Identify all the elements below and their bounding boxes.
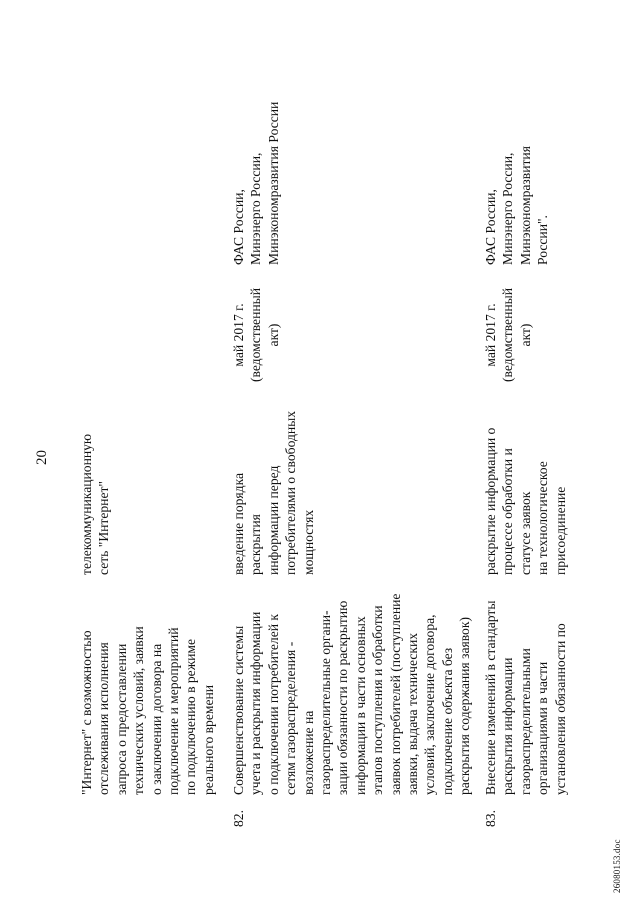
- row-82-date: май 2017 г. (ведомственный акт): [231, 287, 281, 383]
- continuation-measure-text: "Интернет" с возможностью отслеживания исполнения запроса о предоставлении технических условий, заявки о заключении договора на подключение и мероприятий по подключению в режиме реального времени: [79, 626, 216, 795]
- row-83-number: 83.: [483, 810, 498, 827]
- row-83-responsible: ФАС России, Минэнерго России, Минэкономразвития России".: [483, 146, 551, 265]
- footer-document-code: 26080153.doc: [612, 839, 622, 893]
- row-82-result: введение порядка раскрытия информации перед потребителями о свободных мощностях: [231, 410, 316, 575]
- row-82-number: 82.: [231, 810, 246, 827]
- row-82-responsible: ФАС России, Минэнерго России, Минэкономразвития России: [231, 101, 281, 265]
- row-83-result: раскрытие информации о процессе обработки и статусе заявок на технологическое присоединение: [483, 427, 568, 575]
- row-83-measure: Внесение изменений в стандарты раскрытия информации газораспределительными организациями в части установления обязанности по: [483, 600, 568, 795]
- page-number: 20: [34, 450, 50, 465]
- continuation-result-text: телекоммуникационную сеть "Интернет": [79, 433, 112, 575]
- row-83-date: май 2017 г. (ведомственный акт): [483, 287, 533, 383]
- row-82-measure: Совершенствование системы учета и раскрытия информации о подключении потребителей к сетям газораспределения - возложение на газораспределительные органи- зации обязанности по раскрытию информации в части основных этапов поступления и обработки заявок потребителей (поступление заявки, выдача технических условий, заключение договора, подключение объекта без раскрытия содержания заявок): [231, 593, 473, 795]
